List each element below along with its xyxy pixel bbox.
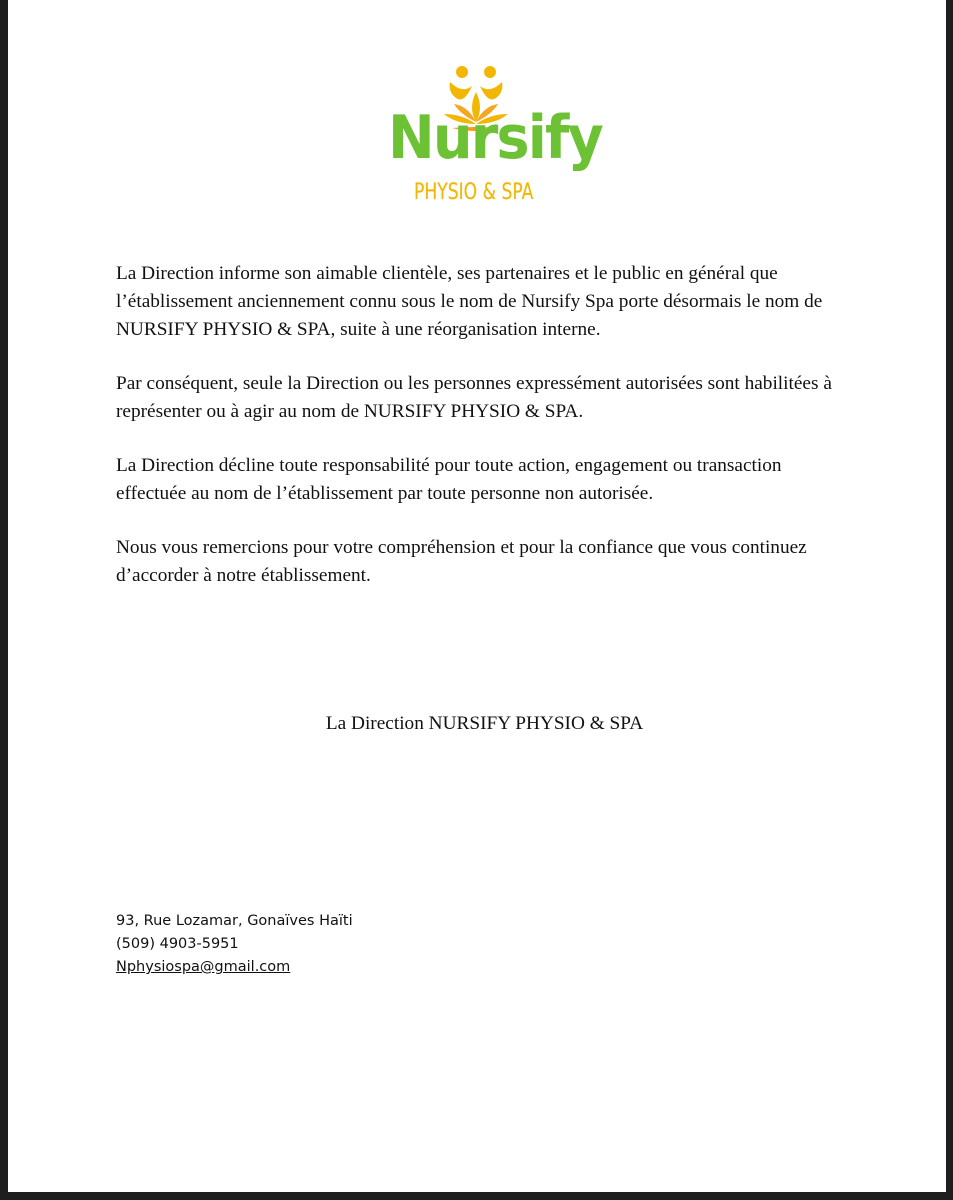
paragraph: La Direction décline toute responsabilité pour toute action, engagement ou transaction effectuée au nom de l’établissement par toute personne non autorisée. xyxy=(116,455,782,504)
paragraph: La Direction informe son aimable clientèle, ses partenaires et le public en général que l’établissement anciennement connu sous le nom de Nursify Spa porte désormais le nom de NURSIFY PHYSIO & SPA, suite à une réorganisation interne. xyxy=(116,263,823,340)
paragraph: Nous vous remercions pour votre compréhension et pour la confiance que vous continuez d’accorder à notre établissement. xyxy=(116,537,807,586)
contact-footer xyxy=(116,910,353,979)
email-link[interactable]: Nphysiospa@gmail.com xyxy=(116,959,291,975)
signature: La Direction NURSIFY PHYSIO & SPA xyxy=(325,713,644,734)
brand-name: Nursify xyxy=(388,103,602,173)
document-page xyxy=(8,0,946,1192)
phone-number: (509) 4903-5951 xyxy=(116,936,239,952)
address: 93, Rue Lozamar, Gonaïves Haïti xyxy=(116,913,353,929)
brand-logo xyxy=(380,64,602,214)
paragraph: Par conséquent, seule la Direction ou les personnes expressément autorisées sont habilitées à représenter ou à agir au nom de NURSIFY PHYSIO & SPA. xyxy=(116,373,832,422)
letter-body xyxy=(116,260,836,616)
brand-tagline: PHYSIO & SPA xyxy=(414,180,534,205)
